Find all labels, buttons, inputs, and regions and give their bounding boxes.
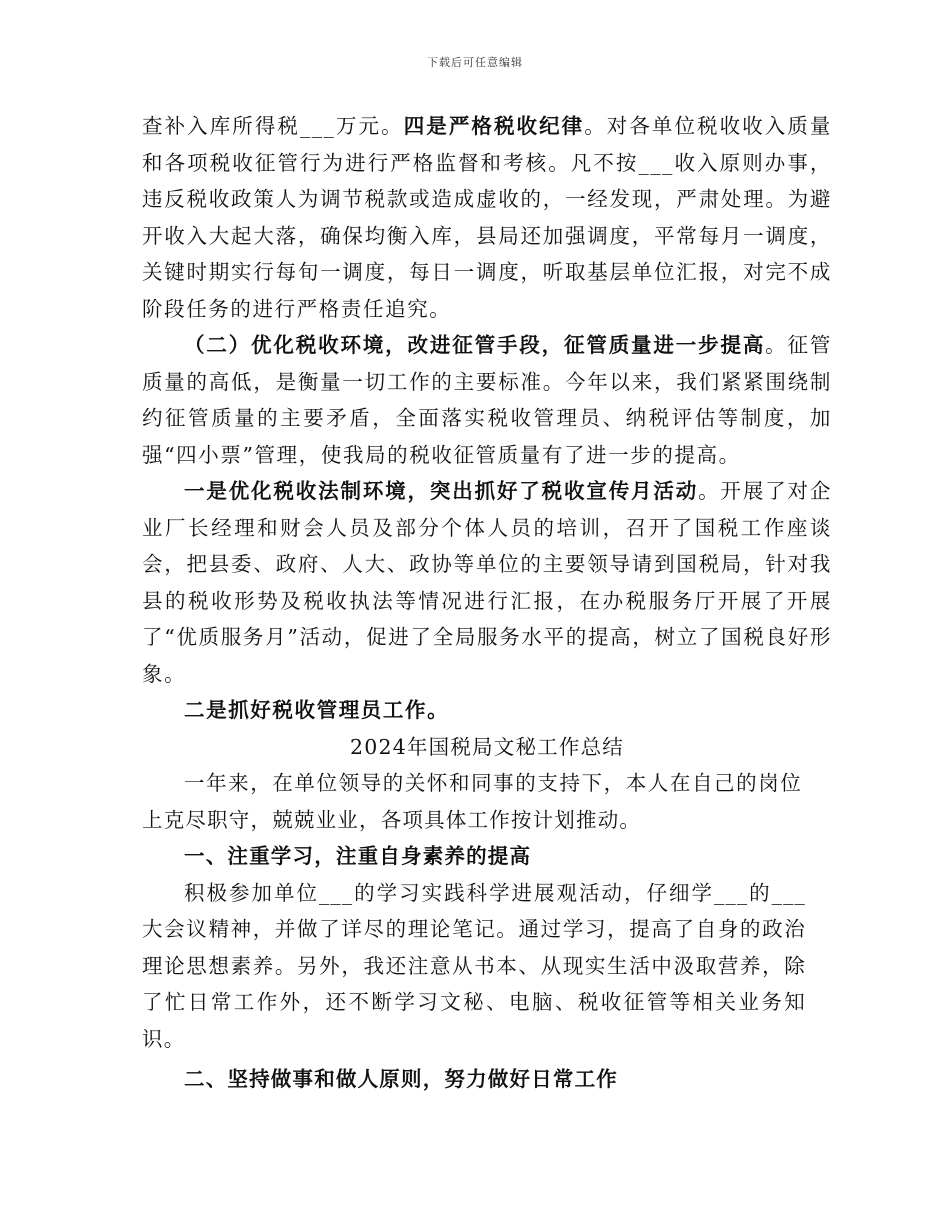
document-title: 2024年国税局文秘工作总结 [350, 734, 624, 759]
paragraph-text: 。征管质量的高低，是衡量一切工作的主要标准。今年以来，我们紧紧围绕制约征管质量的主要矛盾，全面落实税收管理员、纳税评估等制度，加强“四小票”管理，使我局的税收征管质量有了进一步的提高。 [142, 333, 832, 467]
bold-phrase: 二是抓好税收管理员工作。 [184, 698, 450, 722]
paragraph-tax-environment [142, 327, 832, 473]
section-heading: （二）优化税收环境，改进征管手段，征管质量进一步提高 [184, 333, 766, 357]
paragraph-text: 。开展了对企业厂长经理和财会人员及部分个体人员的培训，召开了国税工作座谈会，把县委、政府、人大、政协等单位的主要领导请到国税局，针对我县的税收形势及税收执法等情况进行汇报，在办税服务厅开展了开展了“优质服务月”活动，促进了全局服务水平的提高，树立了国税良好形象。 [142, 479, 832, 686]
paragraph-text: 。对各单位税收收入质量和各项税收征管行为进行严格监督和考核。凡不按___收入原则办事，违反税收政策人为调节税款或造成虚收的，一经发现，严肃处理。为避开收入大起大落，确保均衡入库，县局还加强调度，平常每月一调度，关键时期实行每旬一调度，每日一调度，听取基层单位汇报，对完不成阶段任务的进行严格责任追究。 [142, 114, 832, 321]
heading-principles: 二、坚持做事和做人原则，努力做好日常工作 [184, 1067, 618, 1091]
heading-study: 一、注重学习，注重自身素养的提高 [184, 844, 532, 868]
paragraph-tax-discipline [142, 108, 832, 327]
document-body [142, 108, 832, 1098]
bold-phrase: 四是严格税收纪律 [403, 114, 585, 138]
paragraph-legal-environment [142, 473, 832, 692]
paragraph-intro: 一年来，在单位领导的关怀和同事的支持下，本人在自己的岗位上克尽职守，兢兢业业，各项具体工作按计划推动。 [142, 771, 802, 832]
page-header: 下载后可任意编辑 [427, 56, 523, 69]
paragraph-text: 查补入库所得税___万元。 [142, 114, 404, 138]
paragraph-tax-manager [142, 692, 832, 729]
paragraph-study: 积极参加单位___的学习实践科学进展观活动，仔细学___的___大会议精神，并做了详尽的理论笔记。通过学习，提高了自身的政治理论思想素养。另外，我还注意从书本、从现实生活中汲取营养，除了忙日常工作外，还不断学习文秘、电脑、税收征管等相关业务知识。 [142, 880, 806, 1051]
secretary-summary [142, 729, 832, 1098]
bold-phrase: 一是优化税收法制环境，突出抓好了税收宣传月活动 [184, 479, 699, 503]
